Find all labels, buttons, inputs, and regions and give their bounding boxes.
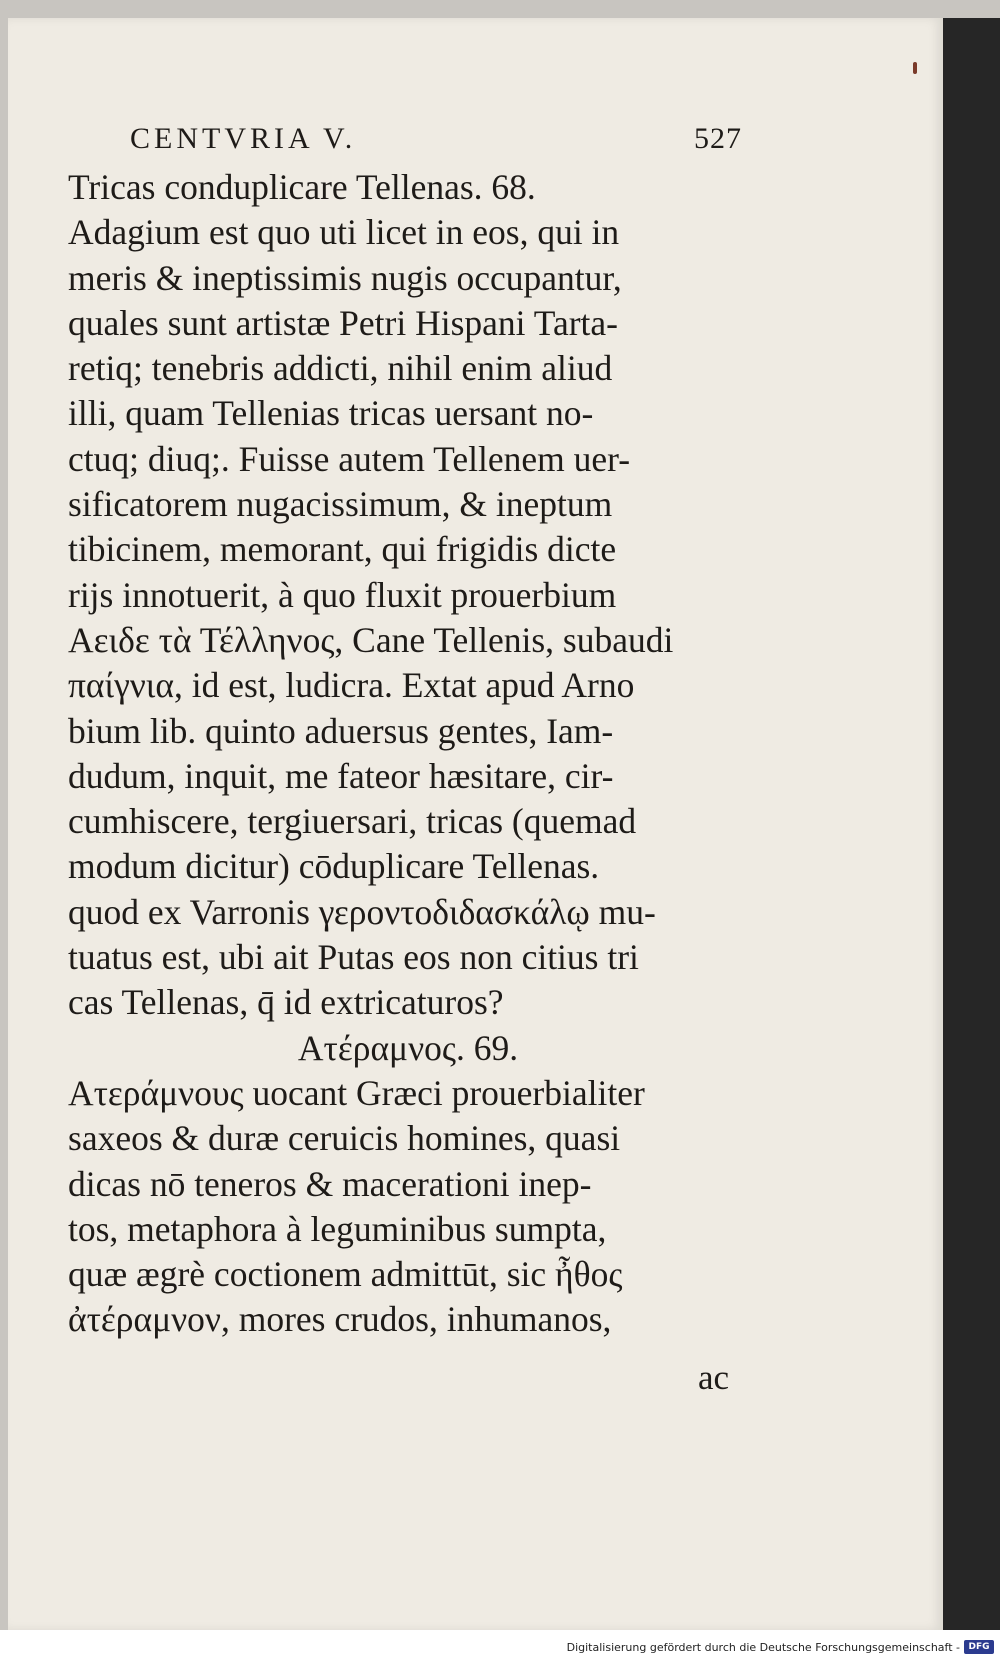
page-edge-shadow xyxy=(943,18,1000,1638)
dfg-logo[interactable]: DFG xyxy=(964,1640,994,1654)
text-line: quæ ægrè coctionem admittūt, sic ἦθος xyxy=(68,1254,623,1295)
adage-heading-69: Ατέραμνος. 69. xyxy=(297,1027,519,1068)
text-line: tuatus est, ubi ait Putas eos non citius tri xyxy=(68,937,639,978)
adage-heading-68: Tricas conduplicare Tellenas. 68. xyxy=(68,167,536,207)
text-line: sificatorem nugacissimum, & ineptum xyxy=(68,484,613,525)
text-line: tos, metaphora à leguminibus sumpta, xyxy=(68,1208,607,1249)
running-title: CENTVRIA V. xyxy=(130,122,357,155)
text-line: cas Tellenas, q̄ id extricaturos? xyxy=(68,982,504,1023)
text-line: dudum, inquit, me fateor hæsitare, cir- xyxy=(68,755,614,796)
text-line: quod ex Varronis γεροντοδιδασκάλῳ mu- xyxy=(68,891,656,932)
text-line: tibicinem, memorant, qui frigidis dicte xyxy=(68,529,617,570)
text-line: illi, quam Tellenias tricas uersant no- xyxy=(68,393,594,434)
catchword: ac xyxy=(698,1358,730,1397)
text-line: rijs innotuerit, à quo fluxit prouerbium xyxy=(68,574,617,615)
text-line: παίγνια, id est, ludicra. Extat apud Arno xyxy=(68,665,635,706)
text-line: Αειδε τὰ Τέλληνος, Cane Tellenis, subaudi xyxy=(68,619,674,660)
page-number: 527 xyxy=(694,122,742,155)
body-text xyxy=(68,165,748,1343)
text-line: ἀτέραμνον, mores crudos, inhumanos, xyxy=(68,1299,612,1340)
text-line: quales sunt artistæ Petri Hispani Tarta- xyxy=(68,302,618,343)
text-line: Adagium est quo uti licet in eos, qui in xyxy=(68,212,620,253)
text-line: Ατεράμνους uocant Græci prouerbialiter xyxy=(68,1072,645,1113)
text-line: saxeos & duræ ceruicis homines, quasi xyxy=(68,1118,621,1159)
digitization-credit: Digitalisierung gefördert durch die Deutsche Forschungsgemeinschaft - xyxy=(566,1641,960,1654)
text-line: bium lib. quinto aduersus gentes, Iam- xyxy=(68,710,614,751)
text-line: cumhiscere, tergiuersari, tricas (quemad xyxy=(68,801,637,842)
margin-mark xyxy=(913,62,917,74)
text-line: ctuq; diuq;. Fuisse autem Tellenem uer- xyxy=(68,438,631,479)
text-line: dicas nō teneros & macerationi inep- xyxy=(68,1163,592,1204)
text-line: modum dicitur) cōduplicare Tellenas. xyxy=(68,846,600,887)
text-line: meris & ineptissimis nugis occupantur, xyxy=(68,257,622,298)
page-header xyxy=(130,122,742,164)
text-line: retiq; tenebris addicti, nihil enim aliud xyxy=(68,348,613,389)
